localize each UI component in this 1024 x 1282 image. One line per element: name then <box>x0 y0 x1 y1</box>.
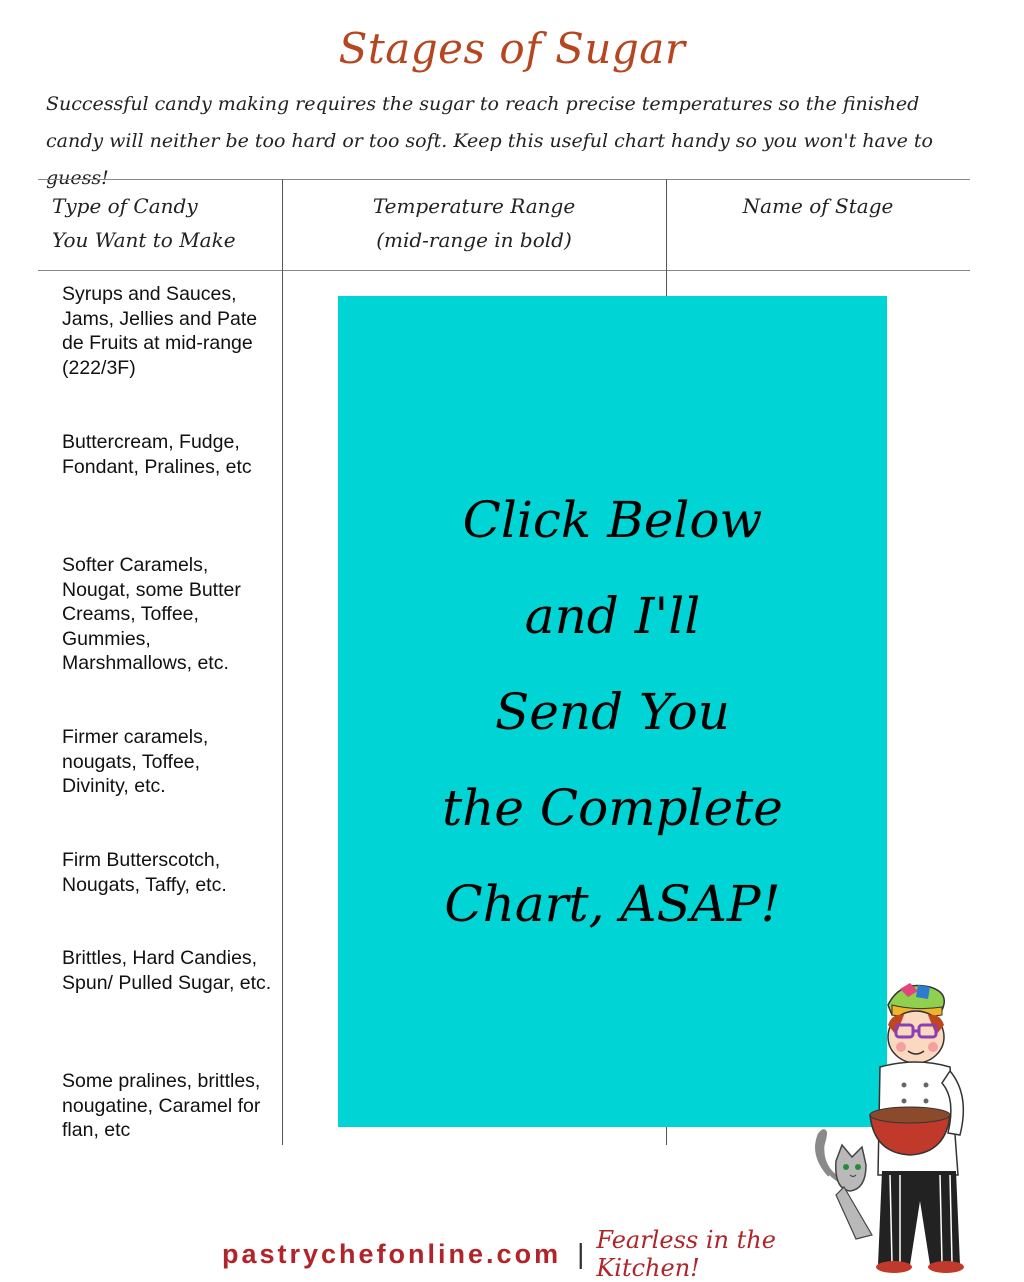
footer-separator: | <box>577 1238 585 1269</box>
header-temp-line1: Temperature Range <box>372 194 576 218</box>
candy-type-row: Syrups and Sauces, Jams, Jellies and Pate de Fruits at mid-range (222/3F) <box>62 283 258 379</box>
page-title: Stages of Sugar <box>338 24 686 73</box>
table-top-rule <box>38 179 970 180</box>
candy-type-row: Firmer caramels, nougats, Toffee, Divinity, etc. <box>62 726 209 797</box>
header-name-of-stage: Name of Stage <box>742 194 894 218</box>
footer-tagline: Fearless in the Kitchen! <box>596 1226 776 1282</box>
cta-line: Send You <box>495 682 730 741</box>
column-divider <box>282 179 283 1145</box>
candy-type-row: Firm Butterscotch, Nougats, Taffy, etc. <box>62 849 227 896</box>
table-header-rule <box>38 270 970 271</box>
candy-type-row: Some pralines, brittles, nougatine, Caramel for flan, etc <box>62 1070 261 1141</box>
site-link[interactable]: pastrychefonline.com <box>222 1238 562 1269</box>
footer <box>222 1226 842 1282</box>
cta-line: Chart, ASAP! <box>444 874 781 933</box>
candy-type-row: Buttercream, Fudge, Fondant, Pralines, etc <box>62 431 252 478</box>
intro-text: Successful candy making requires the sugar to reach precise temperatures so the finished candy will neither be too hard or too soft. Keep this useful chart handy so you won't have to guess! <box>46 93 933 189</box>
header-type-line1: Type of Candy <box>52 194 198 218</box>
cta-line: Click Below <box>462 490 763 549</box>
header-type-line2: You Want to Make <box>52 228 236 252</box>
cta-line: the Complete <box>442 778 783 837</box>
header-temperature-range <box>282 189 666 257</box>
header-type-of-candy <box>52 189 272 257</box>
candy-type-row: Brittles, Hard Candies, Spun/ Pulled Sugar, etc. <box>62 947 272 994</box>
candy-type-row: Softer Caramels, Nougat, some Butter Creams, Toffee, Gummies, Marshmallows, etc. <box>62 554 241 674</box>
header-temp-line2: (mid-range in bold) <box>376 228 572 252</box>
cta-line: and I'll <box>524 586 701 645</box>
